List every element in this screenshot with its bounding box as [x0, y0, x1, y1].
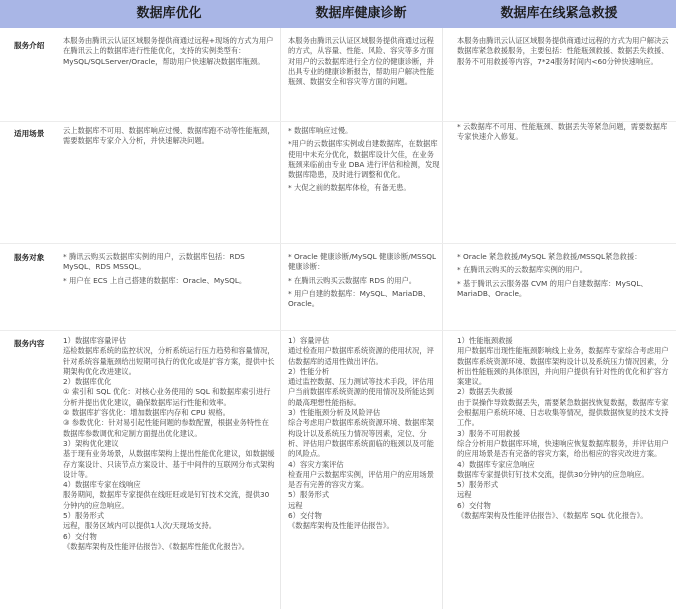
scenario-optimization-item: 云上数据库不可用、数据库响应过慢、数据库跑不动等性能瓶颈，需要数据库专家介入分析，并快速解决问题。 — [63, 126, 275, 146]
content-health-check-line: 通过监控数据、压力测试等技术手段，评估用户当前数据库系统资源的使用情况及所能达到的最高理想性能指标。 — [288, 377, 434, 407]
scenario-health-check-item: *用户的云数据库实例或自建数据库，在数据库使用中未充分优化，数据库设计欠佳，在业务瓶颈来临前由专业 DBA 进行评估和检测，发现数据库隐患，及时进行调整和优化。 — [288, 139, 440, 180]
content-optimization-line: ② 数据库扩容优化：增加数据库内存和 CPU 规格。 — [63, 408, 230, 418]
content-health-check-line: 3）性能瓶颈分析及风险评估 — [288, 408, 381, 418]
header-database-emergency-rescue: 数据库在线紧急救援 — [500, 6, 618, 21]
scenario-emergency-cell — [457, 122, 671, 146]
content-emergency-line: 数据库专家提供钉钉技术交流，提供30分钟内的应急响应。 — [457, 469, 649, 479]
content-emergency-line: 6）交付物 — [457, 500, 491, 510]
target-emergency-item: * 基于腾讯云云服务器 CVM 的用户自建数据库：MySQL、MariaDB、Oracle。 — [457, 278, 648, 298]
target-optimization-item: * 腾讯云购买云数据库实例的用户，云数据库包括：RDS MySQL、RDS MSSQL。 — [63, 252, 248, 272]
scenario-health-check-cell — [288, 126, 440, 197]
content-emergency-line: 3）服务不可用救援 — [457, 428, 521, 438]
intro-emergency-cell — [457, 36, 671, 70]
target-health-check-item: * 用户自建的数据库：MySQL、MariaDB、Oracle。 — [288, 288, 431, 309]
content-emergency-line: 1）性能瓶颈救援 — [457, 336, 513, 345]
content-emergency-line: 用户数据库出现性能瓶颈影响线上业务，数据库专家综合考虑用户数据库系统资源环境、数据库架构设计以及系统压力情况因素，分析出性能瓶颈的具体原因，并向用户提供有针对性的优化和扩容方案建议。 — [457, 346, 669, 387]
scenario-health-check-item: * 大促之前的数据库体检，有备无患。 — [288, 183, 411, 193]
target-emergency-cell — [457, 252, 671, 302]
target-emergency-item: * 在腾讯云购买的云数据库实例的用户。 — [457, 265, 588, 275]
content-optimization-line: 基于现有业务场景，从数据库架构上提出性能优化建议，如数据缓存方案设计、只读节点方案设计、基于中间件的互联网分布式架构设计等。 — [63, 449, 275, 479]
content-optimization-line: 《数据库架构及性能评估报告》、《数据库性能优化报告》。 — [63, 541, 250, 551]
content-optimization-line: 4）数据库专家在线响应 — [63, 480, 141, 490]
content-optimization-line: 巡检数据库系统的监控状况，分析系统运行压力趋势和容量情况，针对系统容量瓶颈给出短期可执行的优化或是扩容方案，提供中长期架构优化改进建议。 — [63, 346, 275, 376]
row-label-content: 服务内容 — [14, 339, 45, 348]
content-optimization-line: 5）服务形式 — [63, 511, 105, 521]
scenario-optimization-cell — [63, 126, 276, 150]
header-database-optimization: 数据库优化 — [136, 6, 202, 21]
content-optimization-cell — [63, 336, 276, 552]
row-label-target: 服务对象 — [14, 253, 45, 262]
column-divider — [442, 28, 443, 609]
content-emergency-line: 5）服务形式 — [457, 480, 499, 490]
content-optimization-line: ③ 参数优化：针对易引起性能问题的参数配置，根据业务特性在数据库参数调优和定制方面提出优化建议。 — [63, 418, 269, 438]
content-emergency-line: 《数据库架构及性能评估报告》、《数据库 SQL 优化报告》。 — [457, 511, 648, 521]
content-health-check-line: 5）服务形式 — [288, 490, 330, 500]
target-emergency-item: * Oracle 紧急救援/MySQL 紧急救援/MSSQL紧急救援： — [457, 252, 642, 261]
content-health-check-line: 通过检查用户数据库系统资源的使用状况，评估数据库的适用性做出评估。 — [288, 346, 434, 366]
row-label-scenario: 适用场景 — [14, 129, 45, 138]
intro-optimization-text: 本服务由腾讯云认证区域服务提供商通过远程+现场的方式为用户在腾讯云上的数据库进行性能优化，支持的实例类型有：MySQL/SQLServer/Oracle，帮助用户快速解决数据库瓶颈。 — [63, 36, 274, 66]
content-emergency-line: 远程 — [457, 490, 472, 500]
content-emergency-line: 4）数据库专家应急响应 — [457, 459, 535, 469]
content-emergency-line: 综合分析用户数据库环境，快速响应恢复数据库服务，并评估用户的应用场景是否有完备的容灾方案，给出相应的容灾改进方案。 — [457, 438, 669, 459]
content-health-check-line: 4）容灾方案评估 — [288, 459, 344, 469]
content-emergency-cell — [457, 336, 671, 521]
row-divider — [0, 330, 676, 331]
content-health-check-line: 综合考虑用户数据库系统资源环境、数据库架构设计以及系统压力情况等因素，定位、分析、评估用户数据库系统面临的瓶颈以及可能的风险点。 — [288, 418, 434, 459]
header-database-health-check: 数据库健康诊断 — [315, 6, 407, 21]
content-health-check-line: 6）交付物 — [288, 511, 322, 521]
content-optimization-line: 6）交付物 — [63, 531, 97, 541]
content-optimization-line: 1）数据库容量评估 — [63, 336, 127, 345]
content-health-check-line: 《数据库架构及性能评估报告》。 — [288, 521, 394, 531]
target-health-check-item: * Oracle 健康诊断/MySQL 健康诊断/MSSQL健康诊断： — [288, 252, 437, 272]
content-optimization-line: ① 索引和 SQL 优化：对核心业务使用的 SQL 和数据库索引进行分析并提出优化建议，确保数据库运行性能和效率。 — [63, 387, 271, 407]
intro-optimization-cell — [63, 36, 276, 70]
target-health-check-cell — [288, 252, 440, 312]
table-header — [0, 0, 676, 28]
content-health-check-line: 检查用户云数据库实例，评估用户的应用场景是否有完善的容灾方案。 — [288, 469, 434, 490]
target-health-check-item: * 在腾讯云购买云数据库 RDS 的用户。 — [288, 275, 417, 285]
content-optimization-line: 3）架构优化建议 — [63, 438, 119, 448]
target-optimization-item: * 用户在 ECS 上自己搭建的数据库：Oracle、MySQL。 — [63, 275, 247, 285]
row-label-intro: 服务介绍 — [14, 41, 45, 50]
content-health-check-line: 1）容量评估 — [288, 336, 330, 345]
column-divider — [280, 28, 281, 609]
scenario-health-check-item: * 数据库响应过慢。 — [288, 126, 353, 135]
intro-emergency-text: 本服务由腾讯云认证区域服务提供商通过远程的方式为用户解决云数据库紧急救援服务，主要包括：性能瓶颈救援、数据丢失救援、服务不可用救援等内容，7*24服务时间内<60分钟快速响应。 — [457, 36, 669, 66]
content-health-check-line: 2）性能分析 — [288, 366, 330, 376]
scenario-emergency-item: * 云数据库不可用、性能瓶颈、数据丢失等紧急问题，需要数据库专家快速介入修复。 — [457, 122, 668, 142]
content-optimization-line: 2）数据库优化 — [63, 377, 112, 387]
target-optimization-cell — [63, 252, 276, 289]
intro-health-check-cell — [288, 36, 440, 90]
content-health-check-line: 远程 — [288, 500, 303, 510]
content-optimization-line: 远程，服务区域内可以提供1人次/天现场支持。 — [63, 521, 217, 531]
content-health-check-cell — [288, 336, 440, 532]
intro-health-check-text: 本服务由腾讯云认证区域服务提供商通过远程的方式，从容量、性能、风险、容灾等多方面对用户的云数据库进行全方位的健康诊断，并出具专业的健康诊断报告，帮助用户解决性能瓶颈、数据安全和容灾等方面的问题。 — [288, 36, 434, 87]
content-optimization-line: 服务期间，数据库专家提供在线旺旺或是钉钉技术交流，提供30分钟内的应急响应。 — [63, 490, 270, 510]
content-emergency-line: 由于误操作导致数据丢失，需要紧急数据找恢复数据，数据库专家会根据用户系统环境、日志收集等情况，提供数据恢复的技术支持工作。 — [457, 397, 669, 428]
row-divider — [0, 243, 676, 244]
content-emergency-line: 2）数据丢失救援 — [457, 387, 513, 397]
